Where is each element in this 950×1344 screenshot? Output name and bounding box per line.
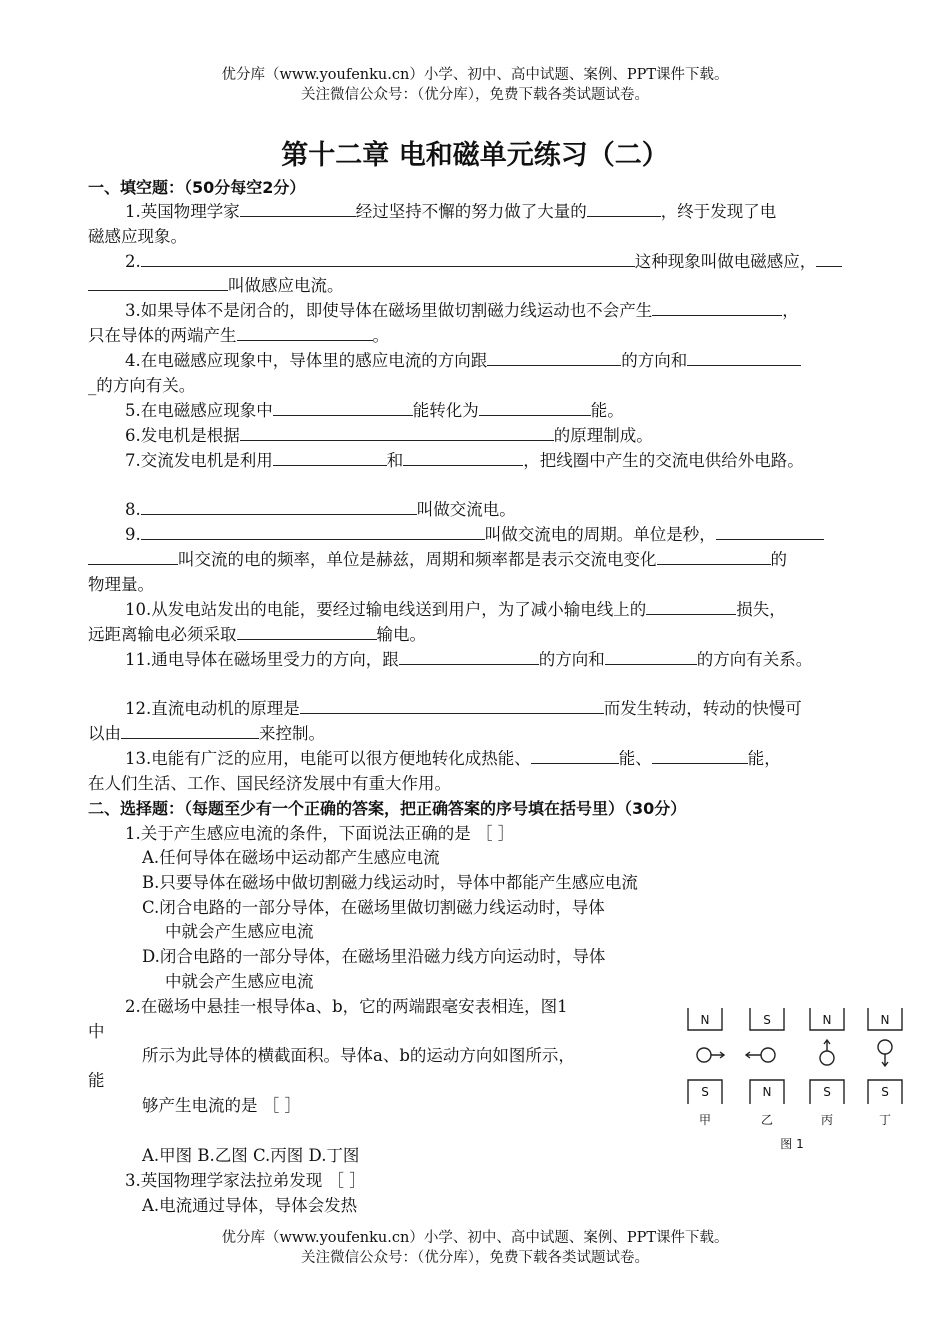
conductor-ding [878, 1040, 892, 1054]
mc-q2-options: A.甲图 B.乙图 C.丙图 D.丁图 [142, 1146, 360, 1165]
q12-line2 [88, 722, 325, 746]
mc-q2-line5: 够产生电流的是 ［ ］ [142, 1096, 301, 1115]
pole-bottom-bing: S [823, 1085, 831, 1099]
blank [141, 250, 635, 267]
blank [816, 250, 842, 267]
q8-text-b: 叫做交流电。 [416, 500, 516, 519]
mc-q3: 3.英国物理学家法拉弟发现 ［ ］ [125, 1171, 366, 1190]
mc-q1-option-c-cont: 中就会产生感应电流 [165, 922, 314, 941]
header-line-1: 优分库（www.youfenku.cn）小学、初中、高中试题、案例、PPT课件下载。 [221, 67, 729, 83]
q12-text-b: 而发生转动，转动的快慢可 [603, 699, 802, 718]
q1-text-c: ，终于发现了电 [660, 202, 777, 221]
blank [273, 449, 387, 466]
q6-text-a: 6.发电机是根据 [125, 426, 240, 445]
figure-1 [680, 1000, 920, 1160]
q12-text-c: 以由 [88, 724, 121, 743]
blank [687, 349, 801, 366]
q11-line [125, 648, 812, 672]
q5-text-b: 能转化为 [412, 401, 479, 420]
q7-text-c: ，把线圈中产生的交流电供给外电路。 [523, 451, 804, 470]
figure-label-bing: 丙 [820, 1113, 834, 1127]
blank [273, 399, 413, 416]
pole-bottom-ding: S [881, 1085, 889, 1099]
footer-line-2: 关注微信公众号：（优分库），免费下载各类试题试卷。 [301, 1250, 649, 1266]
blank [587, 200, 661, 217]
q2-text-c: 叫做感应电流。 [228, 276, 344, 295]
q1-line2: 磁感应现象。 [88, 227, 187, 246]
q3-text-d: 。 [372, 326, 389, 345]
figure-caption: 图 1 [780, 1137, 804, 1151]
q11-text-c: 的方向有关系。 [696, 650, 813, 669]
blank [657, 548, 771, 565]
blank [531, 747, 619, 764]
q10-text-c: 远距离输电必须采取 [88, 625, 237, 644]
q4-line1 [125, 349, 801, 373]
q5-line [125, 399, 624, 423]
figure-label-ding: 丁 [878, 1113, 892, 1127]
q3-text-b: ， [782, 301, 799, 320]
q11-text-a: 11.通电导体在磁场里受力的方向，跟 [125, 650, 399, 669]
blank [479, 399, 591, 416]
mc-q1-option-b: B.只要导体在磁场中做切割磁力线运动时，导体中都能产生感应电流 [142, 873, 638, 892]
blank [605, 648, 697, 665]
mc-q1-option-d: D.闭合电路的一部分导体，在磁场里沿磁力线方向运动时，导体 [142, 947, 606, 966]
blank [652, 299, 782, 316]
motion-arrow-jia [711, 1052, 724, 1058]
blank [88, 274, 228, 291]
pole-bottom-jia: S [701, 1085, 709, 1099]
blank [237, 324, 373, 341]
q13-text-b: 能、 [618, 749, 652, 768]
q9-line2 [88, 548, 787, 572]
q3-line2 [88, 324, 389, 348]
q2-text-b: 这种现象叫做电磁感应， [634, 252, 817, 271]
figure-label-jia: 甲 [698, 1113, 712, 1127]
q7-text-a: 7.交流发电机是利用 [125, 451, 273, 470]
q9-text-b: 叫做交流电的周期。单位是秒， [484, 525, 716, 544]
mc-q3-option-a: A.电流通过导体，导体会发热 [142, 1196, 358, 1215]
q6-text-b: 的原理制成。 [553, 426, 653, 445]
section1-heading: 一、填空题：（50分每空2分） [88, 178, 306, 197]
q9-text-d: 的 [770, 550, 787, 569]
blank [487, 349, 621, 366]
q4-text-a: 4.在电磁感应现象中，导体里的感应电流的方向跟 [125, 351, 488, 370]
mc-q2-line4: 能 [88, 1071, 105, 1090]
conductor-jia [697, 1048, 711, 1062]
q8-line [125, 498, 516, 522]
blank [141, 523, 485, 540]
blank [141, 498, 417, 515]
footer-line-1: 优分库（www.youfenku.cn）小学、初中、高中试题、案例、PPT课件下载。 [221, 1230, 729, 1246]
q13-text-c: 能， [747, 749, 781, 768]
mc-q2-line1: 2.在磁场中悬挂一根导体a、b，它的两端跟毫安表相连，图1 [125, 997, 568, 1016]
q3-line1 [125, 299, 799, 323]
q5-text-c: 能。 [590, 401, 624, 420]
mc-q1-option-a: A.任何导体在磁场中运动都产生感应电流 [142, 848, 440, 867]
q9-text-c: 叫交流的电的频率，单位是赫兹，周期和频率都是表示交流电变化 [178, 550, 657, 569]
figure-label-yi: 乙 [760, 1113, 774, 1127]
mc-q2-line3: 所示为此导体的横截面积。导体a、b的运动方向如图所示， [142, 1046, 575, 1065]
q13-line1 [125, 747, 781, 771]
q4-text-b: 的方向和 [621, 351, 688, 370]
q7-line [125, 449, 804, 473]
q9-line1 [125, 523, 824, 547]
blank [403, 449, 523, 466]
motion-arrow-yi [746, 1052, 761, 1058]
q2-text-a: 2. [125, 252, 141, 271]
blank [240, 424, 554, 441]
header-line-2: 关注微信公众号：（优分库），免费下载各类试题试卷。 [301, 87, 649, 103]
q3-text-c: 只在导体的两端产生 [88, 326, 237, 345]
q13-line2: 在人们生活、工作、国民经济发展中有重大作用。 [88, 774, 451, 793]
q2-line2 [88, 274, 344, 298]
blank [652, 747, 748, 764]
q6-line [125, 424, 653, 448]
mc-q1: 1.关于产生感应电流的条件，下面说法正确的是 ［ ］ [125, 824, 515, 843]
pole-top-yi: S [763, 1013, 771, 1027]
q5-text-a: 5.在电磁感应现象中 [125, 401, 273, 420]
conductor-yi [761, 1048, 775, 1062]
blank [121, 722, 259, 739]
page-title: 第十二章 电和磁单元练习（二） [281, 140, 669, 171]
pole-top-jia: N [700, 1013, 710, 1027]
q1-text-b: 经过坚持不懈的努力做了大量的 [355, 202, 587, 221]
q2-line1 [125, 250, 842, 274]
q7-text-b: 和 [386, 451, 404, 470]
motion-arrow-ding [882, 1054, 888, 1066]
mc-q2-line2: 中 [88, 1022, 105, 1041]
q3-text-a: 3.如果导体不是闭合的，即使导体在磁场里做切割磁力线运动也不会产生 [125, 301, 653, 320]
q12-line1 [125, 697, 802, 721]
blank [399, 648, 539, 665]
section2-heading: 二、选择题：（每题至少有一个正确的答案，把正确答案的序号填在括号里）（30分） [88, 799, 687, 818]
pole-top-ding: N [880, 1013, 890, 1027]
q10-text-d: 输电。 [376, 625, 426, 644]
q4-line2: _的方向有关。 [88, 376, 196, 395]
mc-q1-option-c: C.闭合电路的一部分导体，在磁场里做切割磁力线运动时，导体 [142, 898, 605, 917]
q12-text-d: 来控制。 [259, 724, 325, 743]
motion-arrow-bing [824, 1040, 830, 1051]
q13-text-a: 13.电能有广泛的应用，电能可以很方便地转化成热能、 [125, 749, 531, 768]
q12-text-a: 12.直流电动机的原理是 [125, 699, 300, 718]
blank [88, 548, 178, 565]
q8-text-a: 8. [125, 500, 141, 519]
conductor-bing [820, 1051, 834, 1065]
blank [646, 598, 736, 615]
blank [237, 623, 377, 640]
q10-text-b: 损失， [736, 600, 786, 619]
pole-top-bing: N [822, 1013, 832, 1027]
blank [240, 200, 356, 217]
q9-text-a: 9. [125, 525, 141, 544]
q1-line1 [125, 200, 776, 224]
q9-line3: 物理量。 [88, 575, 154, 594]
q10-line1 [125, 598, 786, 622]
blank [716, 523, 824, 540]
q11-text-b: 的方向和 [538, 650, 605, 669]
q10-text-a: 10.从发电站发出的电能，要经过输电线送到用户，为了减小输电线上的 [125, 600, 647, 619]
q10-line2 [88, 623, 426, 647]
pole-bottom-yi: N [762, 1085, 772, 1099]
blank [300, 697, 604, 714]
mc-q1-option-d-cont: 中就会产生感应电流 [165, 972, 314, 991]
q1-text-a: 1.英国物理学家 [125, 202, 240, 221]
